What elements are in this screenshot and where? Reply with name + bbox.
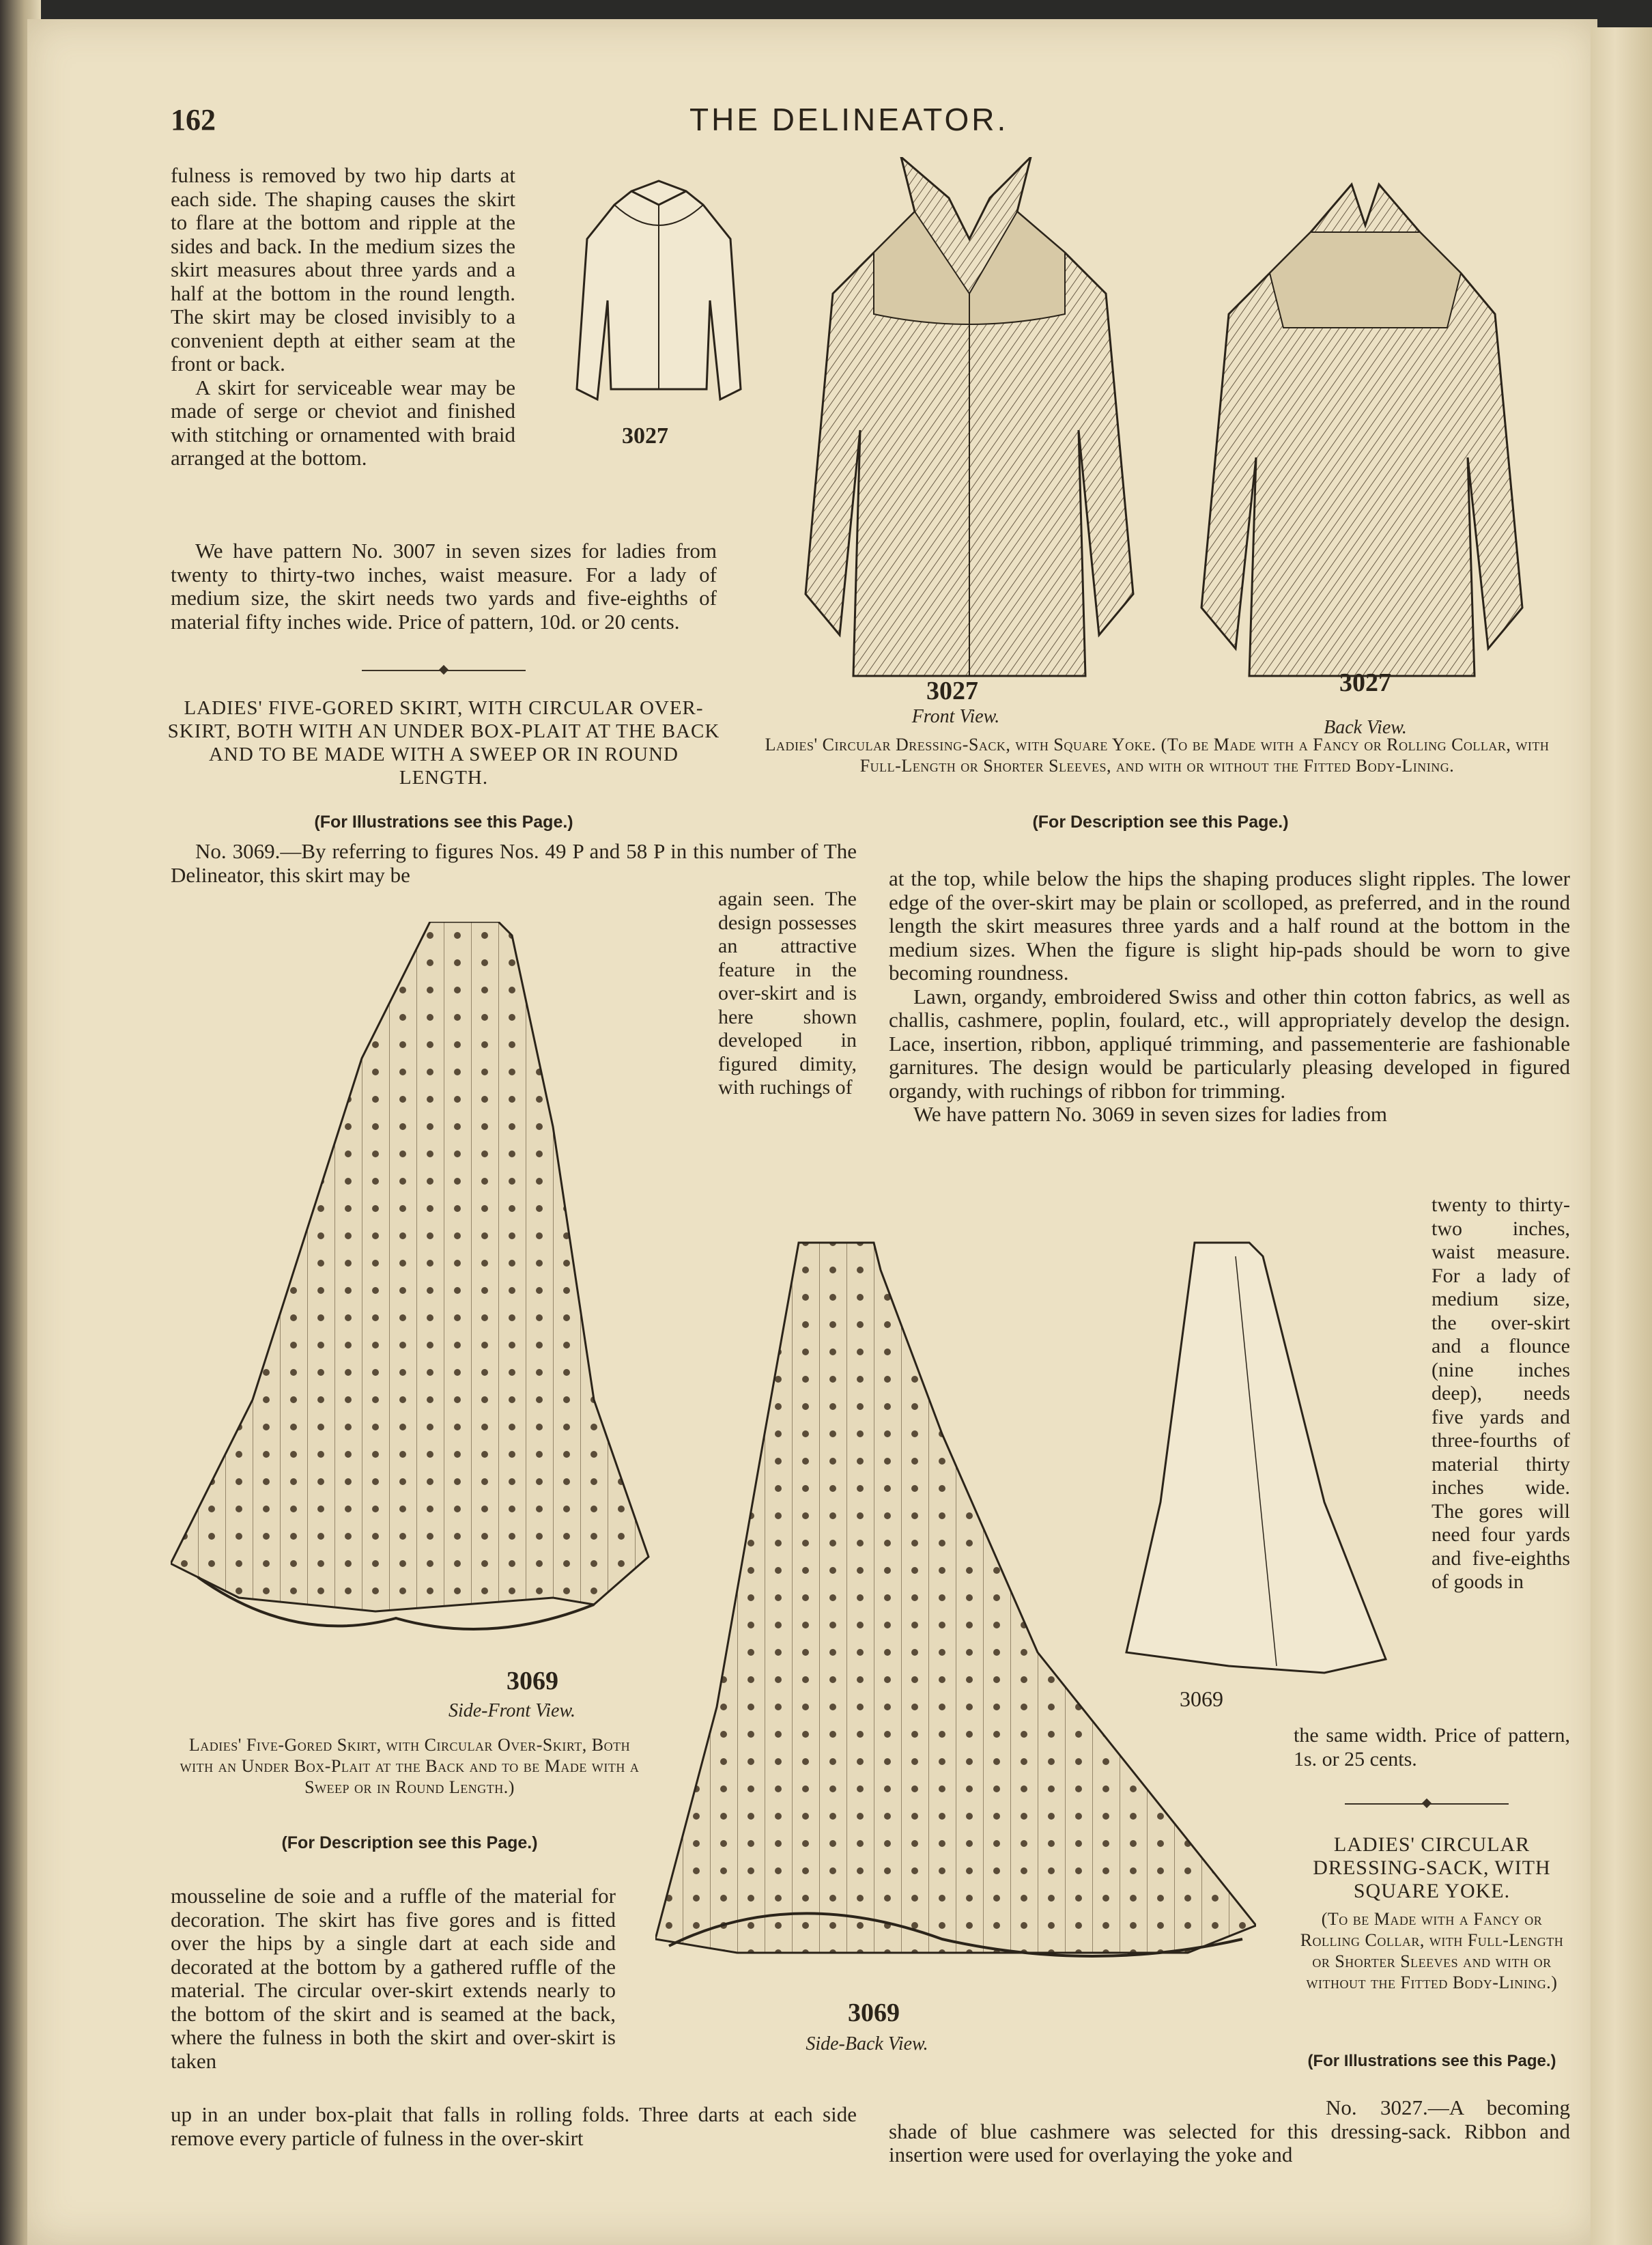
sack-figure-note: (For Description see this Page.) [1032,813,1289,832]
sack-description [889,2096,1570,2167]
paragraph: twenty to thirty-two inches, waist measure. For a lady of medium size, the over-skirt and a flounce (nine inches deep), needs five yards and three-fourths of material thirty inches wide. The gores will need four yards and five-eighths of goods in [1432,1194,1570,1593]
skirt-figure-note: (For Description see this Page.) [281,1833,538,1852]
skirt-article-note: (For Illustrations see this Page.) [314,813,573,832]
page-title: THE DELINEATOR. [689,102,1009,137]
sack-figure-caption: Ladies' Circular Dressing-Sack, with Square Yoke. (To be Made with a Fancy or Rolling Collar, with Full-Length or Shorter Sleeves, and with or without the Fitted Body-Lining. [765,735,1550,776]
figure-number-3027-front: 3027 [926,677,978,705]
figure-view-front: Front View. [911,706,1000,727]
skirt-description-right [889,867,1570,1127]
skirt-side-front-illustration [171,922,662,1673]
paragraph: No. 3069.—By referring to figures Nos. 49 P and 58 P in this number of The Delineator, this skirt may be [171,839,857,887]
skirt-narrow-column [718,888,857,1100]
paragraph: at the top, while below the hips the shaping produces slight ripples. The lower edge of the over-skirt may be plain or scolloped, as preferred, and in the round length the skirt measures three yards and a half round at the bottom in the medium sizes. When the figure is slight hip-pads should be worn to give becoming roundness. [889,866,1570,985]
sack-article-heading: LADIES' CIRCULAR DRESSING-SACK, WITH SQUARE YOKE. [1313,1833,1551,1902]
figure-number-3027-back: 3027 [1339,668,1391,697]
figure-view-back: Back View. [1324,717,1407,738]
sack-back-illustration [1174,171,1556,690]
paragraph: We have pattern No. 3007 in seven sizes for ladies from twenty to thirty-two inches, waist measure. For a lady of medium size, the skirt needs two yards and five-eighths of material fifty inches wide. Price of pattern, 10d. or 20 cents. [171,539,717,634]
skirt-description-bottom [171,2103,857,2150]
skirt-price-line [1294,1724,1570,1771]
figure-number-3069-back: 3069 [848,1999,900,2027]
sack-article-subheading: (To be Made with a Fancy or Rolling Collar, with Full-Length or Shorter Sleeves and with or without the Fitted Body-Lining.) [1300,1909,1564,1992]
paragraph: again seen. The design possesses an attractive feature in the over-skirt and is here shown developed in figured dimity, with ruchings of [718,888,857,1099]
paragraph: mousseline de soie and a ruffle of the material for decoration. The skirt has five gores and is fitted over the hips by a single dart at each side and decorated at the bottom by a gathered ruffle of the material. The circular over-skirt extends nearly to the bottom of the skirt and is seamed at the back, where the fulness in both the skirt and over-skirt is taken [171,1884,616,2073]
paragraph: fulness is removed by two hip darts at each side. The shaping causes the skirt to flare at the bottom and ripple at the sides and back. In the medium sizes the skirt measures about three yards and a half at the bottom in the round length. The skirt may be closed invisibly to a convenient depth at either seam at the front or back. [171,163,515,376]
skirt-plain-illustration [1120,1229,1393,1680]
figure-view-side-front: Side-Front View. [448,1700,576,1721]
sack-article-note: (For Illustrations see this Page.) [1307,2052,1556,2070]
paragraph: up in an under box-plait that falls in rolling folds. Three darts at each side remove every particle of fulness in the over-skirt [171,2102,857,2150]
skirt-description-left [171,1884,616,2073]
paragraph: We have pattern No. 3069 in seven sizes for ladies from [913,1102,1387,1126]
paragraph: Lawn, organdy, embroidered Swiss and other thin cotton fabrics, as well as challis, cashmere, poplin, foulard, etc., will appropriately develop the design. Lace, insertion, ribbon, appliqué trimming, and passementerie are fashionable garnitures. The design would be particularly pleasing developed in figured organdy, with ruchings of ribbon for trimming. [889,984,1570,1103]
section-divider [362,670,526,671]
paragraph: No. 3027.—A becoming shade of blue cashmere was selected for this dressing-sack. Ribbon and insertion were used for overlaying the yoke and [889,2095,1570,2166]
skirt-description-narrow [1432,1194,1570,1594]
skirt-figure-caption: Ladies' Five-Gored Skirt, with Circular Over-Skirt, Both with an Under Box-Plait at the Back and to be Made with a Sweep or in Round Length.) [180,1735,640,1797]
paragraph: the same width. Price of pattern, 1s. or 25 cents. [1294,1724,1570,1770]
paragraph: A skirt for serviceable wear may be made of serge or cheviot and finished with stitching or ornamented with braid arranged at the bottom. [171,375,515,470]
figure-number-3027-small: 3027 [622,423,668,449]
skirt-intro [171,840,857,887]
next-page-edge [1591,27,1652,2245]
sack-small-illustration [567,164,751,430]
figure-number-3069-front: 3069 [507,1667,558,1695]
section-divider [1345,1803,1509,1805]
figure-view-side-back: Side-Back View. [806,2033,928,2055]
page-number: 162 [171,103,216,137]
figure-number-3069-plain: 3069 [1180,1686,1223,1711]
sack-front-illustration [778,157,1160,690]
skirt-article-heading: LADIES' FIVE-GORED SKIRT, WITH CIRCULAR OVER-SKIRT, BOTH WITH AN UNDER BOX-PLAIT AT THE BACK AND TO BE MADE WITH A SWEEP OR IN ROUND LENGTH. [167,697,720,789]
left-column-text [171,539,717,634]
left-column-text-narrow [171,164,515,470]
